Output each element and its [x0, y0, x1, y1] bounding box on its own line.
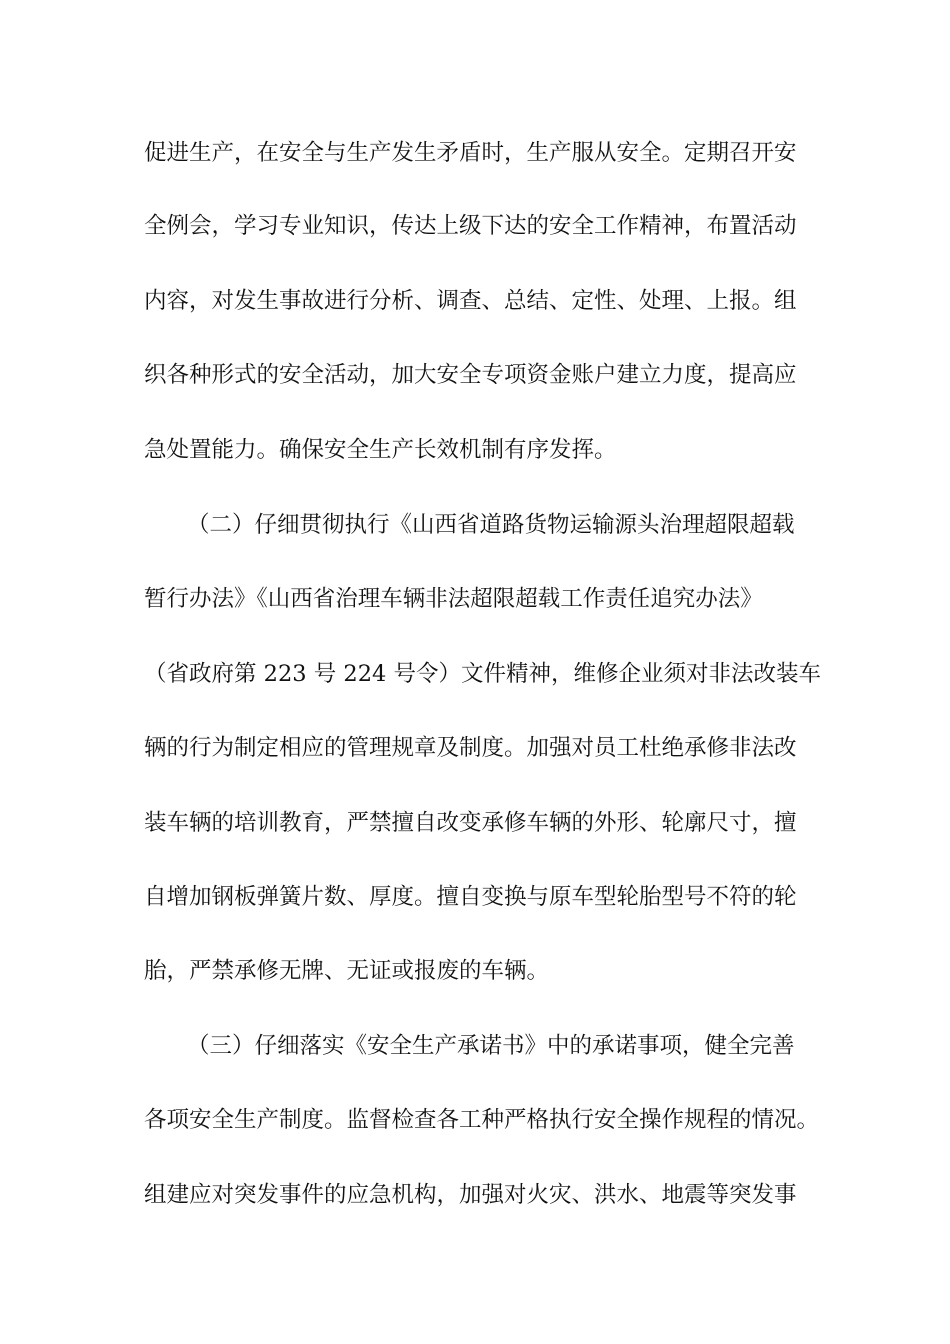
- text-line-15: 组建应对突发事件的应急机构，加强对火灾、洪水、地震等突发事: [144, 1182, 797, 1208]
- section-two-heading-line: （二）仔细贯彻执行《山西省道路货物运输源头治理超限超载: [187, 512, 795, 538]
- text-line-8: （省政府第 223 号 224 号令）文件精神，维修企业须对非法改装车: [144, 661, 822, 687]
- text-line-2: 全例会，学习专业知识，传达上级下达的安全工作精神，布置活动: [144, 213, 797, 239]
- text-line-10: 装车辆的培训教育，严禁擅自改变承修车辆的外形、轮廓尺寸，擅: [144, 810, 797, 836]
- text-line-3: 内容，对发生事故进行分析、调查、总结、定性、处理、上报。组: [144, 288, 797, 314]
- text-line-4: 织各种形式的安全活动，加大安全专项资金账户建立力度，提高应: [144, 362, 797, 388]
- text-line-11: 自增加钢板弹簧片数、厚度。擅自变换与原车型轮胎型号不符的轮: [144, 884, 797, 910]
- text-line-5: 急处置能力。确保安全生产长效机制有序发挥。: [144, 437, 617, 463]
- text-line-9: 辆的行为制定相应的管理规章及制度。加强对员工杜绝承修非法改: [144, 735, 797, 761]
- section-three-heading-line: （三）仔细落实《安全生产承诺书》中的承诺事项，健全完善: [187, 1033, 795, 1059]
- text-line-7: 暂行办法》《山西省治理车辆非法超限超载工作责任追究办法》: [144, 586, 763, 612]
- text-line-1: 促进生产，在安全与生产发生矛盾时，生产服从安全。定期召开安: [144, 140, 797, 166]
- text-line-12: 胎，严禁承修无牌、无证或报废的车辆。: [144, 958, 550, 984]
- text-line-14: 各项安全生产制度。监督检查各工种严格执行安全操作规程的情况。: [144, 1107, 820, 1133]
